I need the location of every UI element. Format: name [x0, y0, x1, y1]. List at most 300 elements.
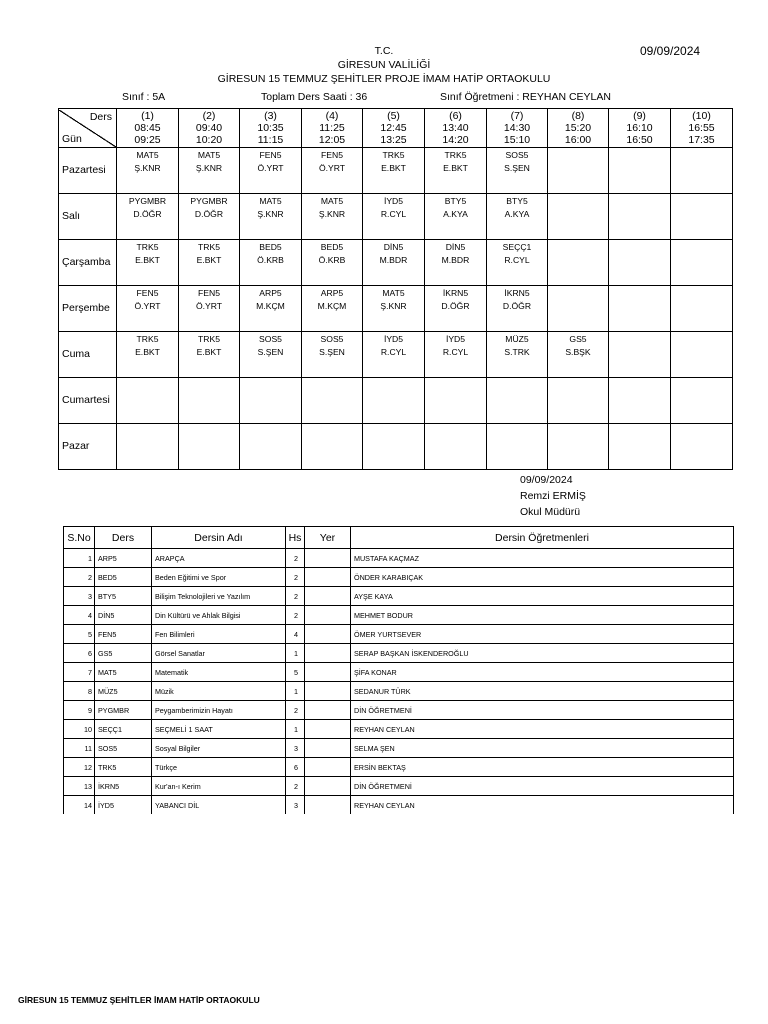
lesson-code: GS5 — [569, 334, 587, 344]
lesson-code: MAT5 — [259, 196, 282, 206]
lesson-code: FEN5 — [136, 288, 159, 298]
lesson-cell — [425, 332, 487, 378]
lesson-code: DİN5 — [383, 242, 404, 252]
course-teacher: SELMA ŞEN — [351, 739, 734, 758]
course-name: Görsel Sanatlar — [152, 644, 286, 663]
lesson-cell — [609, 424, 671, 470]
course-place — [305, 606, 351, 625]
class-label: Sınıf : 5A — [122, 91, 166, 103]
lesson-code: İKRN5 — [504, 288, 530, 298]
course-row — [64, 625, 734, 644]
course-name: SEÇMELİ 1 SAAT — [152, 720, 286, 739]
schedule-day-row — [59, 424, 733, 470]
lesson-code: TRK5 — [136, 242, 159, 252]
lesson-teacher: D.ÖĞR — [194, 209, 224, 219]
lesson-code: İYD5 — [445, 334, 466, 344]
course-name: Matematik — [152, 663, 286, 682]
lesson-teacher: Ş.KNR — [380, 301, 407, 311]
course-hours: 1 — [286, 644, 305, 663]
course-code: MÜZ5 — [95, 682, 152, 701]
period-end: 15:10 — [503, 134, 531, 146]
schedule-day-row — [59, 332, 733, 378]
course-hours: 4 — [286, 625, 305, 644]
lesson-cell — [240, 286, 302, 332]
lesson-cell — [302, 286, 363, 332]
lesson-cell — [487, 240, 548, 286]
col-header-code: Ders — [95, 527, 152, 549]
lesson-cell — [240, 424, 302, 470]
lesson-cell — [240, 378, 302, 424]
lesson-teacher: Ö.YRT — [134, 301, 161, 311]
lesson-cell — [363, 286, 425, 332]
period-end: 09:25 — [134, 134, 161, 146]
lesson-cell — [609, 286, 671, 332]
course-code: ARP5 — [95, 549, 152, 568]
course-name: Din Kültürü ve Ahlak Bilgisi — [152, 606, 286, 625]
lesson-teacher: E.BKT — [135, 347, 160, 357]
lesson-teacher: E.BKT — [443, 163, 468, 173]
lesson-cell — [240, 148, 302, 194]
lesson-cell — [179, 286, 240, 332]
lesson-cell — [117, 424, 179, 470]
period-number: (8) — [571, 110, 585, 122]
course-code: DİN5 — [95, 606, 152, 625]
signature-date: 09/09/2024 — [520, 474, 573, 486]
course-no: 9 — [64, 701, 95, 720]
course-no: 13 — [64, 777, 95, 796]
period-header — [425, 109, 487, 148]
period-start: 12:45 — [380, 122, 407, 134]
lesson-cell — [548, 194, 609, 240]
lesson-cell — [671, 286, 733, 332]
period-start: 16:10 — [626, 122, 653, 134]
lesson-teacher: E.BKT — [196, 255, 222, 265]
day-name: Cuma — [59, 332, 117, 378]
course-row — [64, 796, 734, 815]
lesson-teacher: S.ŞEN — [319, 347, 345, 357]
course-hours: 3 — [286, 796, 305, 815]
lesson-cell — [302, 378, 363, 424]
lesson-cell — [548, 148, 609, 194]
lesson-teacher: E.BKT — [196, 347, 222, 357]
lesson-code: FEN5 — [198, 288, 220, 298]
lesson-cell — [179, 332, 240, 378]
lesson-cell — [609, 378, 671, 424]
course-teacher: MUSTAFA KAÇMAZ — [351, 549, 734, 568]
lesson-code: TRK5 — [382, 150, 405, 160]
course-code: FEN5 — [95, 625, 152, 644]
course-teacher: SERAP BAŞKAN İSKENDEROĞLU — [351, 644, 734, 663]
course-teacher: SEDANUR TÜRK — [351, 682, 734, 701]
corner-lessons-label: Ders — [89, 111, 112, 123]
course-no: 14 — [64, 796, 95, 815]
lesson-cell — [487, 332, 548, 378]
lesson-code: ARP5 — [259, 288, 282, 298]
course-teacher: DİN ÖĞRETMENİ — [351, 701, 734, 720]
course-row — [64, 777, 734, 796]
course-hours: 5 — [286, 663, 305, 682]
lesson-teacher: R.CYL — [380, 209, 407, 219]
period-header — [117, 109, 179, 148]
course-code: PYGMBR — [95, 701, 152, 720]
lesson-teacher: S.ŞEN — [257, 347, 284, 357]
course-name: Beden Eğitimi ve Spor — [152, 568, 286, 587]
lesson-cell — [179, 378, 240, 424]
lesson-teacher: E.BKT — [135, 255, 160, 265]
lesson-teacher: D.ÖĞR — [502, 301, 532, 311]
period-start: 13:40 — [442, 122, 469, 134]
day-name: Pazar — [59, 424, 117, 470]
course-no: 5 — [64, 625, 95, 644]
lesson-teacher: E.BKT — [381, 163, 406, 173]
course-row — [64, 587, 734, 606]
lesson-teacher: S.TRK — [504, 347, 530, 357]
course-place — [305, 625, 351, 644]
lesson-teacher: Ö.KRB — [318, 255, 346, 265]
lesson-cell — [609, 240, 671, 286]
lesson-cell — [609, 148, 671, 194]
course-row — [64, 758, 734, 777]
lesson-cell — [363, 424, 425, 470]
lesson-cell — [425, 286, 487, 332]
lesson-cell — [671, 240, 733, 286]
lesson-code: SEÇÇ1 — [502, 242, 532, 252]
course-hours: 6 — [286, 758, 305, 777]
lesson-code: MAT5 — [197, 150, 221, 160]
lesson-cell — [487, 286, 548, 332]
lesson-code: FEN5 — [259, 150, 282, 160]
course-name: Bilişim Teknolojileri ve Yazılım — [152, 587, 286, 606]
lesson-teacher: Ş.KNR — [195, 163, 223, 173]
lesson-code: SOS5 — [320, 334, 344, 344]
course-no: 12 — [64, 758, 95, 777]
col-header-teachers: Dersin Öğretmenleri — [351, 527, 734, 549]
lesson-cell — [179, 424, 240, 470]
period-start: 15:20 — [564, 122, 592, 134]
period-start: 10:35 — [257, 122, 284, 134]
day-name: Pazartesi — [59, 148, 117, 194]
lesson-cell — [487, 194, 548, 240]
lesson-cell — [179, 240, 240, 286]
course-hours: 2 — [286, 549, 305, 568]
day-name: Çarşamba — [59, 240, 117, 286]
course-teacher: DİN ÖĞRETMENİ — [351, 777, 734, 796]
course-no: 10 — [64, 720, 95, 739]
course-hours: 3 — [286, 739, 305, 758]
lesson-teacher: M.KÇM — [317, 301, 347, 311]
course-name: ARAPÇA — [152, 549, 286, 568]
lesson-cell — [425, 378, 487, 424]
course-place — [305, 663, 351, 682]
header-school-name: GİRESUN 15 TEMMUZ ŞEHİTLER PROJE İMAM HATİP ORTAOKULU — [217, 73, 551, 85]
course-place — [305, 682, 351, 701]
course-row — [64, 720, 734, 739]
lesson-teacher: M.BDR — [441, 255, 470, 265]
lesson-cell — [117, 240, 179, 286]
lesson-code: İYD5 — [383, 196, 404, 206]
period-end: 14:20 — [442, 134, 469, 146]
period-number: (4) — [325, 110, 339, 122]
lesson-cell — [363, 148, 425, 194]
lesson-cell — [609, 332, 671, 378]
course-row — [64, 606, 734, 625]
lesson-cell — [548, 332, 609, 378]
course-code: TRK5 — [95, 758, 152, 777]
period-number: (5) — [387, 110, 400, 122]
schedule-day-row — [59, 148, 733, 194]
lesson-cell — [487, 378, 548, 424]
lesson-teacher: Ö.YRT — [195, 301, 223, 311]
course-row — [64, 682, 734, 701]
total-hours-label: Toplam Ders Saati : 36 — [261, 91, 368, 103]
course-hours: 2 — [286, 777, 305, 796]
lesson-teacher: Ş.KNR — [318, 209, 346, 219]
lesson-cell — [179, 194, 240, 240]
course-teacher: ERSİN BEKTAŞ — [351, 758, 734, 777]
lesson-code: MAT5 — [136, 150, 159, 160]
lesson-code: MAT5 — [320, 196, 344, 206]
lesson-cell — [117, 286, 179, 332]
lesson-cell — [425, 194, 487, 240]
footer-school-name: GİRESUN 15 TEMMUZ ŞEHİTLER İMAM HATİP ORTAOKULU — [18, 995, 260, 1005]
period-end: 13:25 — [380, 134, 407, 146]
lesson-teacher: S.BŞK — [565, 347, 591, 357]
course-code: GS5 — [95, 644, 152, 663]
lesson-code: MAT5 — [382, 288, 405, 298]
lesson-cell — [117, 194, 179, 240]
course-teacher: REYHAN CEYLAN — [351, 796, 734, 815]
lesson-teacher: A.KYA — [504, 209, 530, 219]
schedule-day-row — [59, 240, 733, 286]
course-teacher: ŞİFA KONAR — [351, 663, 734, 682]
col-header-name: Dersin Adı — [152, 527, 286, 549]
period-number: (6) — [449, 110, 462, 122]
lesson-cell — [363, 378, 425, 424]
course-list-header-row — [64, 527, 734, 549]
day-name: Cumartesi — [59, 378, 117, 424]
course-no: 3 — [64, 587, 95, 606]
course-code: BED5 — [95, 568, 152, 587]
period-end: 16:50 — [626, 134, 653, 146]
lesson-cell — [240, 194, 302, 240]
period-end: 17:35 — [688, 134, 715, 146]
lesson-cell — [548, 240, 609, 286]
lesson-cell — [302, 332, 363, 378]
course-place — [305, 777, 351, 796]
lesson-cell — [425, 240, 487, 286]
lesson-code: BED5 — [320, 242, 344, 252]
course-no: 8 — [64, 682, 95, 701]
lesson-cell — [302, 194, 363, 240]
lesson-teacher: A.KYA — [443, 209, 468, 219]
principal-name: Remzi ERMİŞ — [520, 490, 586, 502]
lesson-code: TRK5 — [198, 242, 220, 252]
lesson-code: TRK5 — [198, 334, 220, 344]
course-no: 4 — [64, 606, 95, 625]
lesson-code: FEN5 — [321, 150, 343, 160]
lesson-code: SOS5 — [259, 334, 282, 344]
lesson-cell — [117, 378, 179, 424]
lesson-teacher: R.CYL — [442, 347, 469, 357]
lesson-code: ARP5 — [320, 288, 344, 298]
lesson-cell — [302, 148, 363, 194]
lesson-teacher: Ş.KNR — [134, 163, 161, 173]
course-place — [305, 720, 351, 739]
course-place — [305, 568, 351, 587]
course-hours: 2 — [286, 568, 305, 587]
period-end: 10:20 — [195, 134, 223, 146]
course-code: İKRN5 — [95, 777, 152, 796]
course-name: YABANCI DİL — [152, 796, 286, 815]
schedule-day-row — [59, 378, 733, 424]
course-code: İYD5 — [95, 796, 152, 815]
lesson-teacher: Ö.KRB — [257, 255, 284, 265]
course-no: 1 — [64, 549, 95, 568]
lesson-teacher: M.KÇM — [256, 301, 285, 311]
period-start: 08:45 — [134, 122, 161, 134]
lesson-teacher: D.ÖĞR — [441, 301, 470, 311]
schedule-day-row — [59, 194, 733, 240]
period-header — [179, 109, 240, 148]
course-teacher: REYHAN CEYLAN — [351, 720, 734, 739]
course-row — [64, 568, 734, 587]
lesson-code: BED5 — [259, 242, 282, 252]
lesson-cell — [179, 148, 240, 194]
lesson-teacher: R.CYL — [380, 347, 407, 357]
period-header — [240, 109, 302, 148]
course-no: 6 — [64, 644, 95, 663]
course-name: Türkçe — [152, 758, 286, 777]
principal-title: Okul Müdürü — [520, 506, 581, 518]
lesson-cell — [671, 378, 733, 424]
course-code: BTY5 — [95, 587, 152, 606]
course-hours: 2 — [286, 606, 305, 625]
period-header — [609, 109, 671, 148]
col-header-hours: Hs — [286, 527, 305, 549]
weekly-schedule-table — [58, 108, 733, 470]
lesson-cell — [425, 148, 487, 194]
course-teacher: ÖNDER KARABIÇAK — [351, 568, 734, 587]
lesson-code: İYD5 — [383, 334, 404, 344]
schedule-day-row — [59, 286, 733, 332]
lesson-code: SOS5 — [505, 150, 529, 160]
lesson-code: BTY5 — [506, 196, 528, 206]
period-start: 16:55 — [688, 122, 715, 134]
period-end: 16:00 — [564, 134, 592, 146]
course-code: MAT5 — [95, 663, 152, 682]
class-teacher-label: Sınıf Öğretmeni : REYHAN CEYLAN — [440, 91, 611, 103]
course-teacher: ÖMER YURTSEVER — [351, 625, 734, 644]
schedule-header-row — [59, 109, 733, 148]
course-code: SOS5 — [95, 739, 152, 758]
course-hours: 2 — [286, 587, 305, 606]
course-teacher: MEHMET BODUR — [351, 606, 734, 625]
period-start: 09:40 — [195, 122, 223, 134]
lesson-cell — [117, 148, 179, 194]
lesson-teacher: D.ÖĞR — [133, 209, 162, 219]
course-name: Müzik — [152, 682, 286, 701]
lesson-teacher: Ş.KNR — [257, 209, 284, 219]
lesson-cell — [363, 194, 425, 240]
lesson-cell — [548, 378, 609, 424]
lesson-teacher: Ö.YRT — [318, 163, 346, 173]
header-tc: T.C. — [374, 45, 394, 57]
period-end: 12:05 — [318, 134, 346, 146]
col-header-place: Yer — [305, 527, 351, 549]
lesson-code: PYGMBR — [190, 196, 228, 206]
lesson-cell — [671, 424, 733, 470]
course-row — [64, 739, 734, 758]
period-header — [487, 109, 548, 148]
period-end: 11:15 — [257, 134, 284, 146]
course-name: Peygamberimizin Hayatı — [152, 701, 286, 720]
course-name: Kur'an-ı Kerim — [152, 777, 286, 796]
lesson-cell — [302, 240, 363, 286]
lesson-cell — [548, 424, 609, 470]
course-place — [305, 796, 351, 815]
print-date: 09/09/2024 — [640, 44, 701, 58]
lesson-code: TRK5 — [136, 334, 159, 344]
lesson-cell — [363, 332, 425, 378]
day-name: Salı — [59, 194, 117, 240]
lesson-teacher: M.BDR — [379, 255, 408, 265]
lesson-cell — [363, 240, 425, 286]
course-row — [64, 644, 734, 663]
period-start: 14:30 — [503, 122, 531, 134]
lesson-code: PYGMBR — [128, 196, 167, 206]
lesson-code: İKRN5 — [442, 288, 469, 298]
lesson-cell — [671, 148, 733, 194]
lesson-cell — [609, 194, 671, 240]
course-place — [305, 739, 351, 758]
course-row — [64, 701, 734, 720]
period-header — [671, 109, 733, 148]
course-code: SEÇÇ1 — [95, 720, 152, 739]
course-place — [305, 587, 351, 606]
lesson-code: DİN5 — [445, 242, 466, 252]
course-hours: 1 — [286, 720, 305, 739]
lesson-code: MÜZ5 — [505, 334, 529, 344]
course-no: 11 — [64, 739, 95, 758]
lesson-cell — [671, 332, 733, 378]
lesson-cell — [671, 194, 733, 240]
lesson-cell — [117, 332, 179, 378]
lesson-code: BTY5 — [444, 196, 467, 206]
schedule-corner — [59, 109, 117, 148]
period-number: (7) — [510, 110, 524, 122]
course-row — [64, 549, 734, 568]
course-list-table — [63, 526, 734, 814]
course-hours: 1 — [286, 682, 305, 701]
course-hours: 2 — [286, 701, 305, 720]
header-governorship: GİRESUN VALİLİĞİ — [337, 59, 431, 71]
lesson-code: TRK5 — [444, 150, 467, 160]
period-number: (2) — [202, 110, 216, 122]
day-name: Perşembe — [59, 286, 117, 332]
course-place — [305, 549, 351, 568]
lesson-cell — [302, 424, 363, 470]
col-header-no: S.No — [64, 527, 95, 549]
lesson-cell — [487, 424, 548, 470]
course-place — [305, 701, 351, 720]
course-place — [305, 758, 351, 777]
lesson-cell — [240, 332, 302, 378]
course-name: Fen Bilimleri — [152, 625, 286, 644]
lesson-teacher: S.ŞEN — [504, 163, 530, 173]
period-header — [548, 109, 609, 148]
period-number: (9) — [633, 110, 646, 122]
period-start: 11:25 — [319, 122, 345, 134]
